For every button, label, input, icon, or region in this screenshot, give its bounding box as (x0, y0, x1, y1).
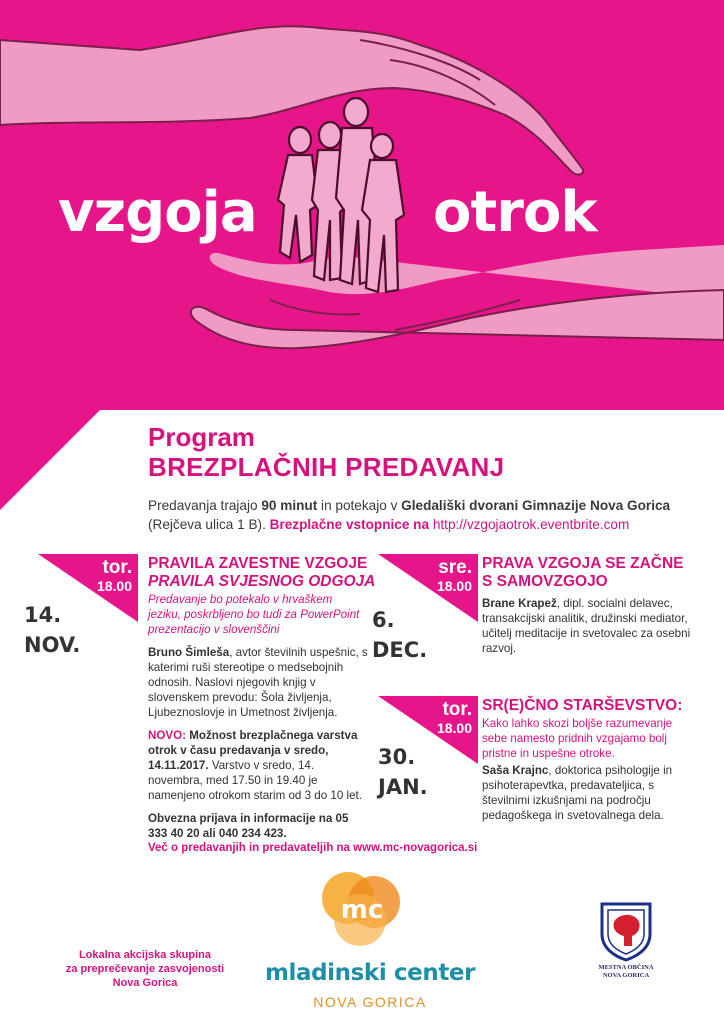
intro-tickets-label: Brezplačne vstopnice na (269, 517, 433, 532)
lecture-1-title (148, 555, 378, 591)
lecture-3-speaker: Saša Krajnc (482, 764, 549, 777)
lecture-2-title-line1: PRAVA VZGOJA SE ZAČNE (482, 555, 684, 572)
hero-banner (0, 0, 724, 410)
tickets-link[interactable]: http://vzgojaotrok.eventbrite.com (432, 517, 630, 532)
crest-line1: MESTNA OBČINA (598, 964, 654, 971)
program-heading-line2: BREZPLAČNIH PREDAVANJ (148, 452, 505, 482)
lecture-3-title (482, 697, 712, 715)
lecture-3-time: 18.00 (436, 720, 472, 736)
crest-line2: NOVA GORICA (602, 972, 650, 979)
lecture-1-day (72, 558, 132, 594)
lecture-2-body (482, 596, 696, 664)
hero-title-right: otrok (433, 180, 597, 245)
mc-logo-icon (318, 862, 406, 954)
lecture-1-speaker: Bruno Šimleša (148, 646, 230, 659)
corner-triangle (0, 410, 100, 510)
lecture-2-speaker: Brane Krapež (482, 597, 557, 610)
lecture-1-time: 18.00 (96, 578, 132, 594)
program-heading-line1: Program (148, 422, 255, 452)
lecture-1-date-day: 14. (24, 603, 62, 627)
lecture-1-novo-bold: Možnost brezplačnega varstva otrok v času predavanja v sredo, 14.11.2017. (148, 729, 358, 772)
lecture-3-body (482, 716, 700, 831)
lecture-1-body (148, 592, 368, 849)
lecture-1-date-month: NOV. (24, 633, 81, 657)
lecture-2-time: 18.00 (436, 578, 472, 594)
lecture-1-signup: Obvezna prijava in informacije na 05 333 40 20 ali 040 234 423. (148, 812, 349, 840)
lecture-3-bio: , doktorica psihologije in psihoterapevtka, predavateljica, s številnimi izkušnjami na področju pedagoškega in svetovalnega dela. (482, 764, 673, 822)
intro-text-a: Predavanja trajajo (148, 498, 262, 513)
program-intro (148, 496, 718, 534)
lecture-1-novo-label: NOVO: (148, 729, 187, 742)
intro-address: (Rejčeva ulica 1 B). (148, 517, 270, 532)
mc-name: mladinski center (264, 960, 476, 986)
lecture-1-bio: , avtor številnih uspešnic, s katerimi ruši stereotipe o medsebojnih odnosih. Naslovi njegovih knjig v slovenskem prevodu: Šola življenja, Ljubeznoslovje in Umetnost življenja. (148, 646, 368, 719)
program-heading (148, 422, 504, 482)
lecture-1-title-hr: PRAVILA SVJESNOG ODGOJA (148, 573, 376, 590)
lag-line3: Nova Gorica (112, 977, 178, 989)
lecture-3-title-line1: SR(E)ČNO STARŠEVSTVO: (482, 697, 683, 714)
lag-line1: Lokalna akcijska skupina (78, 949, 212, 961)
lecture-3-date-month: JAN. (378, 775, 428, 799)
lecture-1-title-sl: PRAVILA ZAVESTNE VZGOJE (148, 555, 368, 572)
intro-text-c: in potekajo v (317, 498, 402, 513)
lecture-3-day (412, 700, 472, 736)
lecture-2-date-day: 6. (372, 608, 395, 632)
lecture-2-date (372, 605, 427, 665)
lecture-2-day (412, 558, 472, 594)
more-info-link[interactable]: Več o predavanjih in predavateljih na www.mc-novagorica.si (148, 842, 478, 854)
lecture-1-date (24, 600, 80, 660)
lecture-2-title (482, 555, 712, 591)
lecture-2-weekday: sre. (438, 557, 472, 578)
mc-logo-text: mc (340, 895, 384, 925)
lecture-1-weekday: tor. (102, 557, 132, 578)
lag-caption (40, 948, 250, 990)
lecture-3-date (378, 742, 428, 802)
crest-caption (580, 964, 672, 980)
intro-duration: 90 minut (261, 498, 318, 513)
municipality-crest-icon (598, 900, 654, 962)
intro-venue: Gledališki dvorani Gimnazije Nova Gorica (401, 498, 671, 513)
mc-subtitle: NOVA GORICA (313, 994, 427, 1010)
lag-line2: za preprečevanje zasvojenosti (65, 963, 225, 975)
hero-title-left: vzgoja (58, 180, 257, 245)
lecture-3-weekday: tor. (442, 699, 472, 720)
lecture-3-date-day: 30. (378, 745, 416, 769)
lecture-2-bio: , dipl. socialni delavec, transakcijski analitik, družinski mediator, učitelj meditacije in svetovalec za osebni razvoj. (482, 597, 691, 655)
lecture-1-note: Predavanje bo potekalo v hrvaškem jeziku, poskrbljeno bo tudi za PowerPoint prezentacijo v slovenščini (148, 593, 360, 636)
lecture-2-title-line2: S SAMOVZGOJO (482, 573, 608, 590)
lecture-2-date-month: DEC. (372, 638, 428, 662)
lecture-1-novo-text: Varstvo v sredo, 14. novembra, med 17.50 in 19.40 je namenjeno otrokom starim od 3 do 10 let. (148, 759, 362, 802)
lecture-3-subtitle: Kako lahko skozi boljše razumevanje sebe namesto pridnih vzgajamo bolj pristne in uspešne otroke. (482, 717, 673, 760)
